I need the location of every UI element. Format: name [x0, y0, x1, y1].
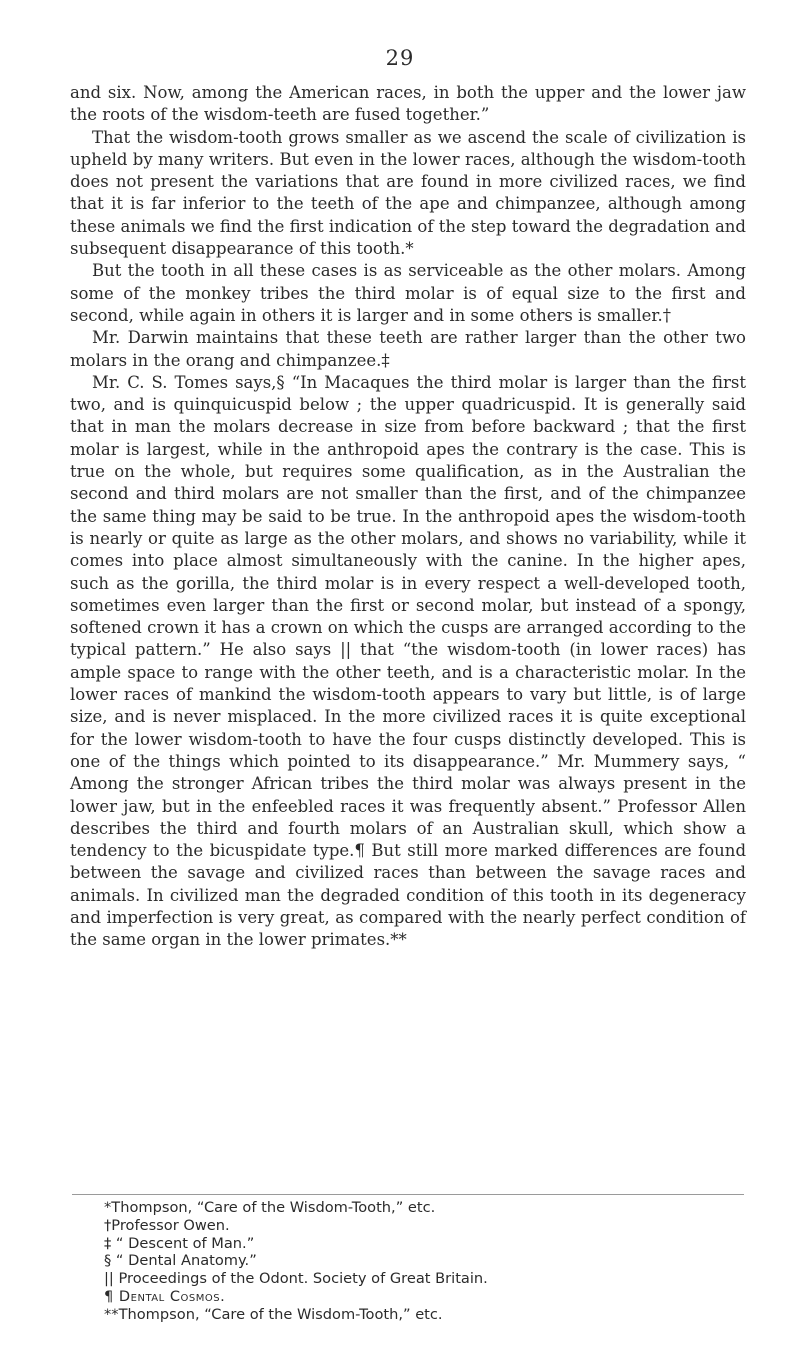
body-text — [70, 82, 746, 952]
footnote-divider — [72, 1194, 744, 1195]
footnote-thompson: *Thompson, “Care of the Wisdom-Tooth,” etc. — [104, 1199, 436, 1216]
page-number: 29 — [385, 46, 415, 70]
paragraph-darwin: Mr. Darwin maintains that these teeth are rather larger than the other two molars in the orang and chimpanzee.‡ — [70, 328, 746, 370]
footnote-proceedings: || Proceedings of the Odont. Society of Great Britain. — [104, 1270, 488, 1288]
footnote-dental-anatomy: § “ Dental Anatomy.” — [104, 1252, 257, 1270]
paragraph-serviceable: But the tooth in all these cases is as serviceable as the other molars. Among some of the monkey tribes the third molar is of equal size to the first and second, while again in others it is larger and in some others is smaller.† — [70, 261, 746, 325]
paragraph-civilization: That the wisdom-tooth grows smaller as we ascend the scale of civilization is upheld by many writers. But even in the lower races, although the wisdom-tooth does not present the variations that are found in more civilized races, we find that it is far inferior to the teeth of the ape and chimpanzee, although among these animals we find the first indication of the step toward the degradation and subsequent disappearance of this tooth.* — [70, 127, 746, 259]
paragraph-tomes: Mr. C. S. Tomes says,§ “In Macaques the third molar is larger than the first two, and is quinquicuspid below ; the upper quadricuspid. It is generally said that in man the molars decrease in size from before backward ; that the first molar is largest, while in the anthropoid apes the contrary is the case. This is true on the whole, but requires some qualification, as in the Australian the second and third molars are not smaller than the first, and of the chimpanzee the same thing may be said to be true. In the anthropoid apes the wisdom-tooth is nearly or quite as large as the other molars, and shows no variability, while it comes into place almost simultaneously with the canine. In the higher apes, such as the gorilla, the third molar is in every respect a well-developed tooth, sometimes even larger than the first or second molar, but instead of a spongy, softened crown it has a crown on which the cusps are arranged according to the typical pattern.” He also says || that “the wisdom-tooth (in lower races) has ample space to range with the other teeth, and is a characteristic molar. In the lower races of mankind the wisdom-tooth appears to vary but little, is of large size, and is never misplaced. In the more civilized races it is quite exceptional for the lower wisdom-tooth to have the four cusps distinctly developed. This is one of the things which pointed to its disappearance.” Mr. Mummery says, “ Among the stronger African tribes the third molar was always present in the lower jaw, but in the enfeebled races it was frequently absent.” Professor Allen describes the third and fourth molars of an Australian skull, which show a tendency to the bicuspidate type.¶ But still more marked differences are found between the savage and civilized races than between the savage races and animals. In civilized man the degraded condition of this tooth in its degeneracy and imperfection is very great, as compared with the nearly perfect condition of the same organ in the lower primates.** — [70, 372, 746, 950]
footnotes — [104, 1199, 744, 1324]
footnote-descent-of-man: ‡ “ Descent of Man.” — [104, 1234, 255, 1252]
footnote-thompson-second: **Thompson, “Care of the Wisdom-Tooth,” etc. — [104, 1305, 443, 1323]
footnote-dental-cosmos: ¶ Dental Cosmos. — [104, 1287, 226, 1305]
footnote-owen: †Professor Owen. — [104, 1216, 230, 1234]
paragraph-continuation: and six. Now, among the American races, in both the upper and the lower jaw the roots of the wisdom-teeth are fused together.” — [70, 83, 746, 125]
